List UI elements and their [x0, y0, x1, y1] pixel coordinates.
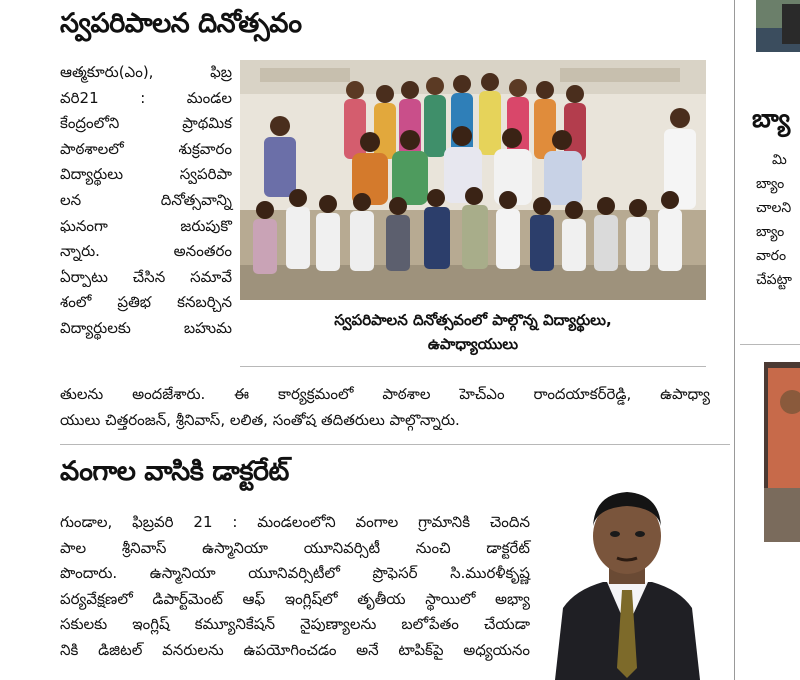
article1-wide-text: [60, 382, 710, 433]
side-bottom-photo-fragment: [764, 362, 800, 542]
text-line: వరి21 : మండల: [60, 88, 232, 107]
caption-line: ఉపాధ్యాయులు: [427, 335, 519, 353]
text-line: ఏర్పాటు చేసిన సమావే: [60, 267, 232, 286]
side-top-photo-fragment: [756, 0, 800, 52]
text-line: తులను అందజేశారు. ఈ కార్యక్రమంలో పాఠశాల హెచ్ఎం రాందయాకర్‌రెడ్డి, ఉపాధ్యా: [60, 385, 710, 403]
portrait-photo: [545, 478, 710, 680]
group-photo: [240, 60, 706, 300]
caption-line: స్వపరిపాలన దినోత్సవంలో పాల్గొన్న విద్యార్థులు,: [334, 311, 612, 329]
article2-headline: వంగాల వాసికి డాక్టరేట్: [60, 456, 289, 487]
article1-narrow-text: [60, 60, 232, 342]
column-divider: [734, 0, 735, 680]
text-line: వారం: [756, 248, 787, 264]
text-line: యులు చిత్తరంజన్, శ్రీనివాస్, లలిత, సంతోష తదితరులు పాల్గొన్నారు.: [60, 410, 460, 429]
text-line: పొందారు. ఉస్మానియా యూనివర్సిటీలో ప్రొఫెసర్ సి.మురళీకృష్ణ: [60, 564, 530, 583]
text-line: గుండాల, ఫిబ్రవరి 21 : మండలంలోని వంగాల గ్రామానికి చెందిన: [60, 513, 530, 531]
article-separator: [60, 444, 730, 445]
text-line: సకులకు ఇంగ్లిష్ కమ్యూనికేషన్ నైపుణ్యాలను బలోపేతం చేయడా: [60, 615, 530, 634]
text-line: ఘనంగా జరుపుకొ: [60, 216, 232, 235]
text-line: కేంద్రంలోని ప్రాథమిక: [60, 114, 232, 133]
text-line: చేపట్టా: [756, 272, 792, 288]
text-line: చాలని: [756, 200, 792, 216]
text-line: బ్యాం: [756, 224, 785, 240]
side-headline-fragment: బ్యా: [752, 104, 790, 133]
text-line: బ్యాం: [756, 176, 785, 192]
article2-text: [60, 510, 530, 664]
caption-rule: [240, 366, 706, 367]
photo-caption: [240, 308, 706, 356]
text-line: నికి డిజిటల్ వనరులను ఉపయోగించడం అనే టాపిక్‌పై అధ్యయనం: [60, 640, 530, 659]
text-line: న్నారు. అనంతరం: [60, 242, 232, 261]
text-line: పాల శ్రీనివాస్ ఉస్మానియా యూనివర్సిటీ నుంచి డాక్టరేట్: [60, 538, 530, 557]
text-line: శంలో ప్రతిభ కనబర్చిన: [60, 293, 232, 312]
article1-headline: స్వపరిపాలన దినోత్సవం: [60, 8, 302, 39]
text-line: ఆత్మకూరు(ఎం), ఫిబ్ర: [60, 63, 232, 81]
text-line: విద్యార్థులు స్వపరిపా: [60, 165, 232, 184]
text-line: మి: [772, 152, 787, 168]
side-column-rule: [740, 344, 800, 345]
text-line: విద్యార్థులకు బహుమ: [60, 318, 232, 337]
side-column-text: [756, 148, 792, 292]
text-line: పాఠశాలలో శుక్రవారం: [60, 139, 232, 158]
text-line: లన దినోత్సవాన్ని: [60, 190, 232, 209]
text-line: పర్యవేక్షణలో డిపార్ట్‌మెంట్ ఆఫ్ ఇంగ్లిష్‌లో తృతీయ స్థాయిలో అభ్యా: [60, 589, 530, 608]
